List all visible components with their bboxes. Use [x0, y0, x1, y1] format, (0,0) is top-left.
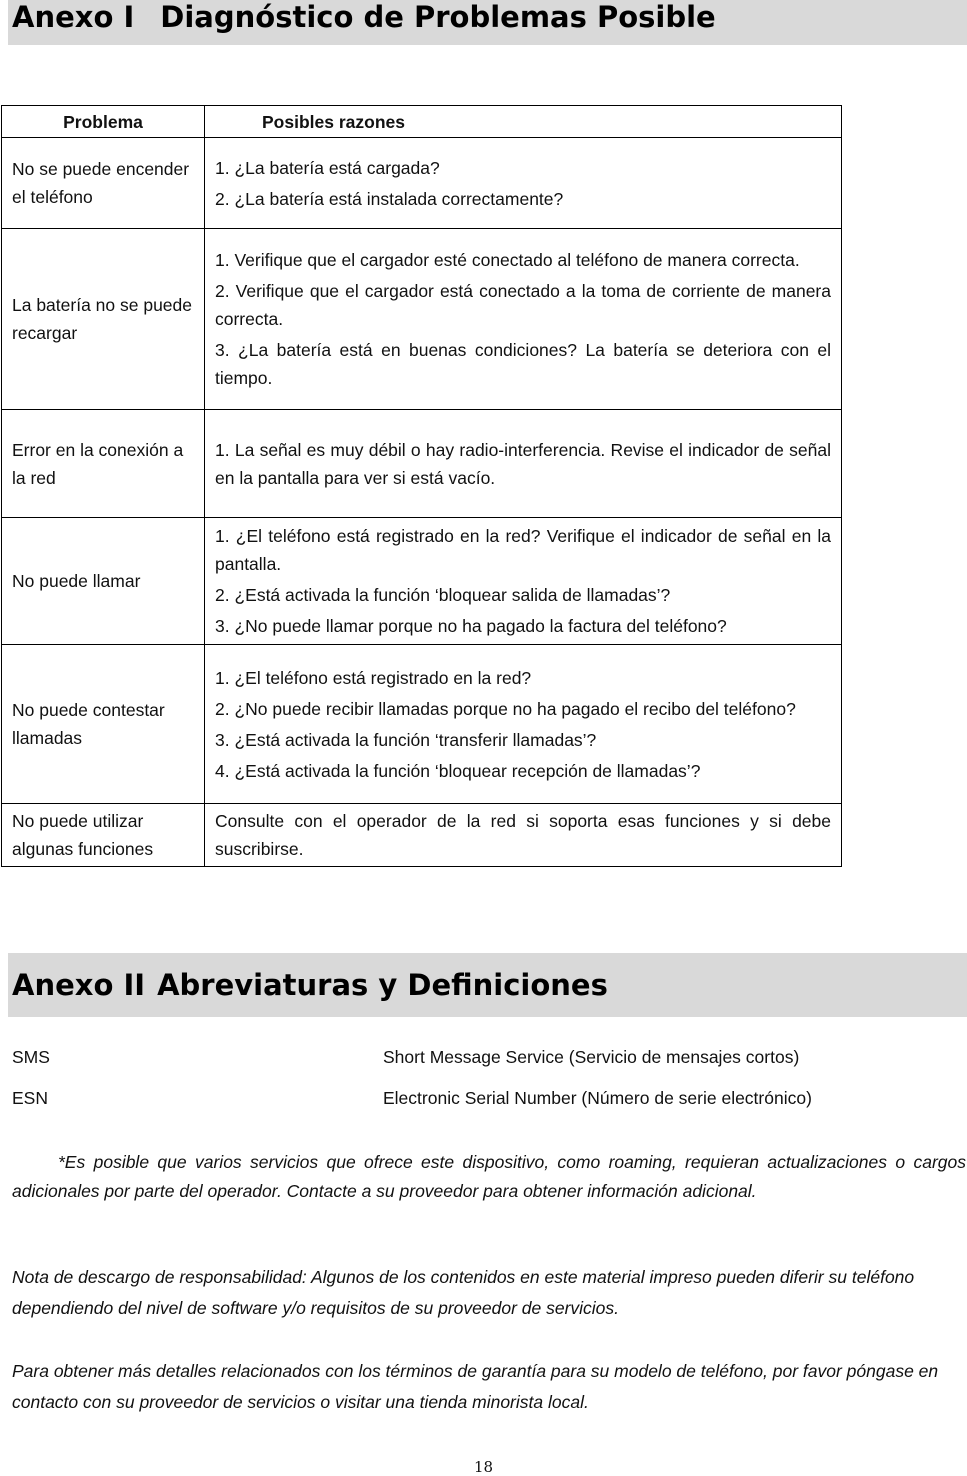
table-row — [2, 518, 842, 645]
reason-item: 3. ¿No puede llamar porque no ha pagado la factura del teléfono? — [215, 616, 727, 636]
reason-item: 1. Verifique que el cargador esté conectado al teléfono de manera correcta. — [215, 250, 800, 270]
disclaimer-note: Nota de descargo de responsabilidad: Algunos de los contenidos en este material impreso pueden diferir su teléfono dependiendo del nivel de software y/o requisitos de su proveedor de servicios. — [12, 1267, 915, 1318]
annex-1-heading — [8, 0, 967, 45]
page-number: 18 — [473, 1458, 494, 1476]
abbreviation-row — [12, 1045, 800, 1069]
reason-item: 2. ¿La batería está instalada correctamente? — [215, 188, 564, 209]
annex-1-number: Anexo I — [12, 0, 135, 34]
reason-item: 3. ¿La batería está en buenas condiciones? La batería se deteriora con el tiempo. — [215, 340, 831, 388]
table-row — [2, 645, 842, 804]
reason-item: 1. ¿El teléfono está registrado en la red? Verifique el indicador de señal en la pantalla. — [215, 526, 831, 574]
annex-1-title: Diagnóstico de Problemas Posible — [160, 0, 716, 34]
reason-item: Consulte con el operador de la red si soporta esas funciones y si debe suscribirse. — [215, 811, 831, 859]
problem-cell: Error en la conexión a la red — [2, 410, 205, 518]
header-reasons: Posibles razones — [205, 106, 842, 138]
reasons-cell — [205, 804, 842, 867]
reasons-cell — [205, 518, 842, 645]
problem-cell: No se puede encender el teléfono — [2, 138, 205, 229]
header-problem: Problema — [2, 106, 205, 138]
table-row — [2, 804, 842, 867]
reasons-cell — [205, 229, 842, 410]
reason-item: 2. ¿No puede recibir llamadas porque no ha pagado el recibo del teléfono? — [215, 698, 796, 719]
annex-2-heading — [8, 953, 967, 1017]
reasons-cell — [205, 138, 842, 229]
reason-item: 1. La señal es muy débil o hay radio-interferencia. Revise el indicador de señal en la pantalla para ver si está vacío. — [215, 439, 831, 488]
problem-cell: No puede utilizar algunas funciones — [2, 804, 205, 867]
problem-cell: No puede llamar — [2, 518, 205, 645]
reason-item: 1. ¿La batería está cargada? — [215, 157, 440, 178]
problem-cell: No puede contestar llamadas — [2, 645, 205, 804]
reasons-cell — [205, 410, 842, 518]
reason-item: 3. ¿Está activada la función ‘transferir llamadas’? — [215, 729, 597, 750]
abbreviation-definition: Short Message Service (Servicio de mensajes cortos) — [383, 1047, 800, 1067]
table-row — [2, 138, 842, 229]
table-header-row — [2, 106, 842, 138]
abbreviation-term: ESN — [12, 1088, 48, 1108]
annex-2-number: Anexo II — [12, 968, 146, 1002]
reasons-cell — [205, 645, 842, 804]
diagnostic-table — [1, 105, 842, 867]
abbreviation-definition: Electronic Serial Number (Número de serie electrónico) — [383, 1088, 812, 1108]
annex-2-title: Abreviaturas y Definiciones — [157, 968, 608, 1002]
reason-item: 1. ¿El teléfono está registrado en la red? — [215, 667, 532, 688]
problem-cell: La batería no se puede recargar — [2, 229, 205, 410]
reason-item: 4. ¿Está activada la función ‘bloquear recepción de llamadas’? — [215, 760, 701, 781]
table-row — [2, 229, 842, 410]
services-note: *Es posible que varios servicios que ofrece este dispositivo, como roaming, requieran actualizaciones o cargos adicionales por parte del operador. Contacte a su proveedor para obtener información adicional. — [12, 1152, 966, 1201]
reason-item: 2. Verifique que el cargador está conectado a la toma de corriente de manera correcta. — [215, 281, 831, 329]
reason-item: 2. ¿Está activada la función ‘bloquear salida de llamadas’? — [215, 585, 671, 605]
warranty-note: Para obtener más detalles relacionados con los términos de garantía para su modelo de teléfono, por favor póngase en contacto con su proveedor de servicios o visitar una tienda minorista local. — [12, 1361, 939, 1412]
abbreviation-term: SMS — [12, 1047, 50, 1067]
table-row — [2, 410, 842, 518]
abbreviation-row — [12, 1086, 812, 1110]
